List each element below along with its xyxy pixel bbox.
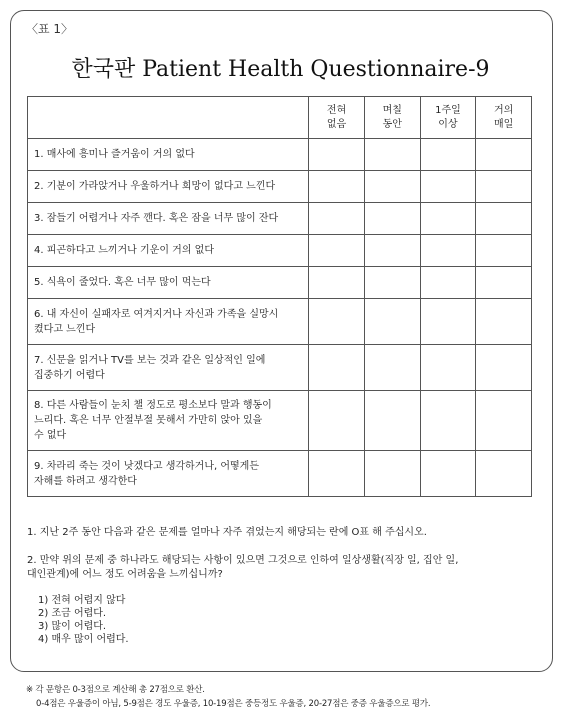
question-text: 5. 식욕이 줄었다. 혹은 너무 많이 먹는다 <box>28 267 309 299</box>
answer-cell[interactable] <box>420 451 476 497</box>
answer-cell[interactable] <box>476 235 532 267</box>
header-question <box>28 97 309 139</box>
header-several-days: 며칠 동안 <box>364 97 420 139</box>
answer-cell[interactable] <box>364 391 420 451</box>
answer-cell[interactable] <box>309 451 365 497</box>
question-row <box>28 345 532 391</box>
question-row <box>28 299 532 345</box>
question-row <box>28 451 532 497</box>
answer-cell[interactable] <box>420 139 476 171</box>
option-item[interactable]: 2) 조금 어렵다. <box>38 608 107 619</box>
answer-cell[interactable] <box>364 171 420 203</box>
answer-cell[interactable] <box>476 171 532 203</box>
scoring-note-line2: 0-4점은 우울증이 아님, 5-9점은 경도 우울증, 10-19점은 중등정도 우울증, 20-27점은 중증 우울증으로 평가. <box>36 699 431 709</box>
answer-cell[interactable] <box>309 267 365 299</box>
answer-cell[interactable] <box>364 299 420 345</box>
answer-cell[interactable] <box>309 235 365 267</box>
question-row <box>28 203 532 235</box>
answer-cell[interactable] <box>476 203 532 235</box>
answer-cell[interactable] <box>420 267 476 299</box>
answer-cell[interactable] <box>476 345 532 391</box>
question-text: 4. 피곤하다고 느끼거나 기운이 거의 없다 <box>28 235 309 267</box>
question-row <box>28 267 532 299</box>
question-row <box>28 171 532 203</box>
option-item[interactable]: 3) 많이 어렵다. <box>38 621 107 632</box>
question-text: 9. 차라리 죽는 것이 낫겠다고 생각하거나, 어떻게든 자해를 하려고 생각한다 <box>28 451 309 497</box>
answer-cell[interactable] <box>476 451 532 497</box>
question-row <box>28 139 532 171</box>
answer-cell[interactable] <box>476 299 532 345</box>
answer-cell[interactable] <box>309 139 365 171</box>
answer-cell[interactable] <box>309 203 365 235</box>
question-text: 3. 잠들기 어렵거나 자주 깬다. 혹은 잠을 너무 많이 잔다 <box>28 203 309 235</box>
table-header-row <box>28 97 532 139</box>
answer-cell[interactable] <box>420 203 476 235</box>
answer-cell[interactable] <box>476 139 532 171</box>
scoring-note <box>26 683 430 711</box>
answer-cell[interactable] <box>420 171 476 203</box>
answer-cell[interactable] <box>364 203 420 235</box>
answer-cell[interactable] <box>309 391 365 451</box>
answer-cell[interactable] <box>309 171 365 203</box>
question-text: 6. 내 자신이 실패자로 여겨지거나 자신과 가족을 실망시 켰다고 느낀다 <box>28 299 309 345</box>
difficulty-options <box>38 594 129 646</box>
table-label: 〈표 1〉 <box>26 22 74 36</box>
option-item[interactable]: 4) 매우 많이 어렵다. <box>38 634 129 645</box>
scoring-note-line1: ※ 각 문항은 0-3점으로 계산해 총 27점으로 환산. <box>26 685 205 695</box>
answer-cell[interactable] <box>476 267 532 299</box>
question-text: 7. 신문을 읽거나 TV를 보는 것과 같은 일상적인 일에 집중하기 어렵다 <box>28 345 309 391</box>
answer-cell[interactable] <box>476 391 532 451</box>
answer-cell[interactable] <box>364 345 420 391</box>
answer-cell[interactable] <box>420 299 476 345</box>
instruction-1: 1. 지난 2주 동안 다음과 같은 문제를 얼마나 자주 겪었는지 해당되는 란에 O표 해 주십시오. <box>27 527 427 538</box>
answer-cell[interactable] <box>364 235 420 267</box>
answer-cell[interactable] <box>309 345 365 391</box>
header-not-at-all: 전혀 없음 <box>309 97 365 139</box>
phq9-table <box>27 96 532 497</box>
answer-cell[interactable] <box>364 139 420 171</box>
header-nearly-every-day: 거의 매일 <box>476 97 532 139</box>
answer-cell[interactable] <box>364 267 420 299</box>
question-row <box>28 391 532 451</box>
answer-cell[interactable] <box>420 345 476 391</box>
answer-cell[interactable] <box>420 391 476 451</box>
option-item[interactable]: 1) 전혀 어렵지 않다 <box>38 595 126 606</box>
page-title: 한국판 Patient Health Questionnaire-9 <box>71 57 490 82</box>
question-text: 2. 기분이 가라앉거나 우울하거나 희망이 없다고 느낀다 <box>28 171 309 203</box>
answer-cell[interactable] <box>309 299 365 345</box>
instruction-2: 2. 만약 위의 문제 중 하나라도 해당되는 사항이 있으면 그것으로 인하여 일상생활(직장 일, 집안 일, 대인관계)에 어느 정도 어려움을 느끼십니까? <box>27 555 459 580</box>
question-row <box>28 235 532 267</box>
header-more-than-week: 1주일 이상 <box>420 97 476 139</box>
question-text: 1. 매사에 흥미나 즐거움이 거의 없다 <box>28 139 309 171</box>
question-text: 8. 다른 사람들이 눈치 챌 정도로 평소보다 말과 행동이 느리다. 혹은 너무 안절부절 못해서 가만히 앉아 있을 수 없다 <box>28 391 309 451</box>
answer-cell[interactable] <box>420 235 476 267</box>
answer-cell[interactable] <box>364 451 420 497</box>
